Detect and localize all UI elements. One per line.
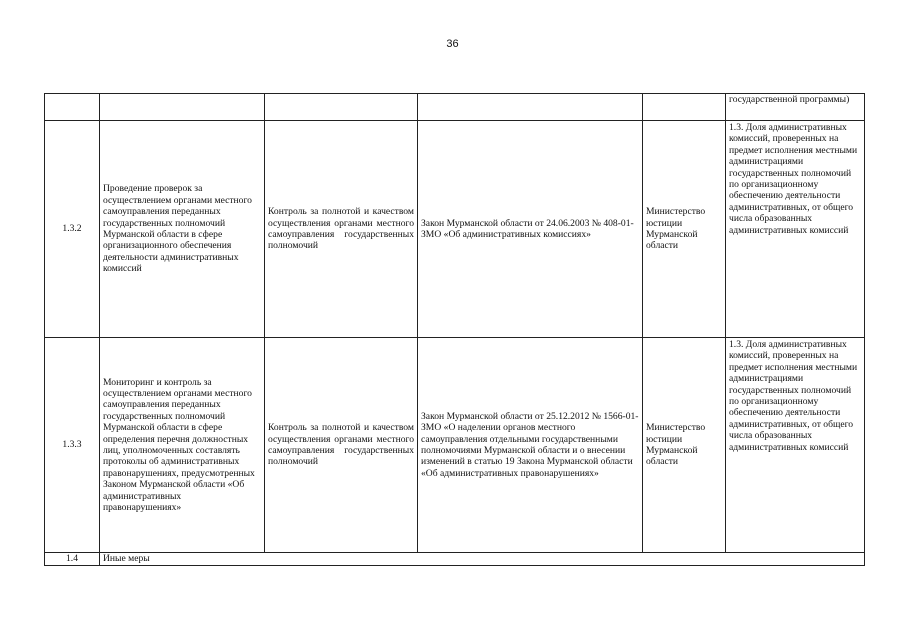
- cell-measure: Проведение проверок за осуществлением органами местного самоуправления переданных государственных полномочий Мурманской области в сфере организационного обеспечения деятельности административных комиссий: [100, 121, 265, 338]
- cell-measure: Мониторинг и контроль за осуществлением органами местного самоуправления переданных государственных полномочий Мурманской области в сфере определения перечня должностных лиц, уполномоченных составлять протоколы об административных правонарушениях, предусмотренных Законом Мурманской области «Об административных правонарушениях»: [100, 338, 265, 553]
- table-row: [45, 121, 865, 338]
- cell-executor: Министерство юстиции Мурманской области: [643, 338, 726, 553]
- cell-legal-basis: [418, 94, 643, 121]
- cell-executor: [643, 94, 726, 121]
- cell-indicator: государственной программы): [726, 94, 865, 121]
- cell-indicator: 1.3. Доля административных комиссий, проверенных на предмет исполнения местными администрациями государственных полномочий по организационному обеспечению деятельности административных, от общего числа образованных административных комиссий: [726, 338, 865, 553]
- table-row-continuation: [45, 94, 865, 121]
- cell-content: Контроль за полнотой и качеством осуществления органами местного самоуправления государственных полномочий: [265, 121, 418, 338]
- cell-indicator: 1.3. Доля административных комиссий, проверенных на предмет исполнения местными администрациями государственных полномочий по организационному обеспечению деятельности административных, от общего числа образованных административных комиссий: [726, 121, 865, 338]
- table-row: [45, 338, 865, 553]
- table-row-section: [45, 553, 865, 566]
- cell-content: [265, 94, 418, 121]
- cell-legal-basis: Закон Мурманской области от 24.06.2003 № 408-01-ЗМО «Об административных комиссиях»: [418, 121, 643, 338]
- cell-content: Контроль за полнотой и качеством осуществления органами местного самоуправления государственных полномочий: [265, 338, 418, 553]
- cell-legal-basis: Закон Мурманской области от 25.12.2012 № 1566-01-ЗМО «О наделении органов местного самоуправления отдельными государственными полномочиями Мурманской области и о внесении изменений в статью 19 Закона Мурманской области «Об административных правонарушениях»: [418, 338, 643, 553]
- cell-number: 1.4: [45, 553, 100, 566]
- cell-measure: [100, 94, 265, 121]
- cell-number: 1.3.2: [45, 121, 100, 338]
- cell-executor: Министерство юстиции Мурманской области: [643, 121, 726, 338]
- cell-number: 1.3.3: [45, 338, 100, 553]
- measures-table: [44, 93, 865, 566]
- page-number: 36: [446, 38, 459, 50]
- cell-section-title: Иные меры: [100, 553, 865, 566]
- cell-number: [45, 94, 100, 121]
